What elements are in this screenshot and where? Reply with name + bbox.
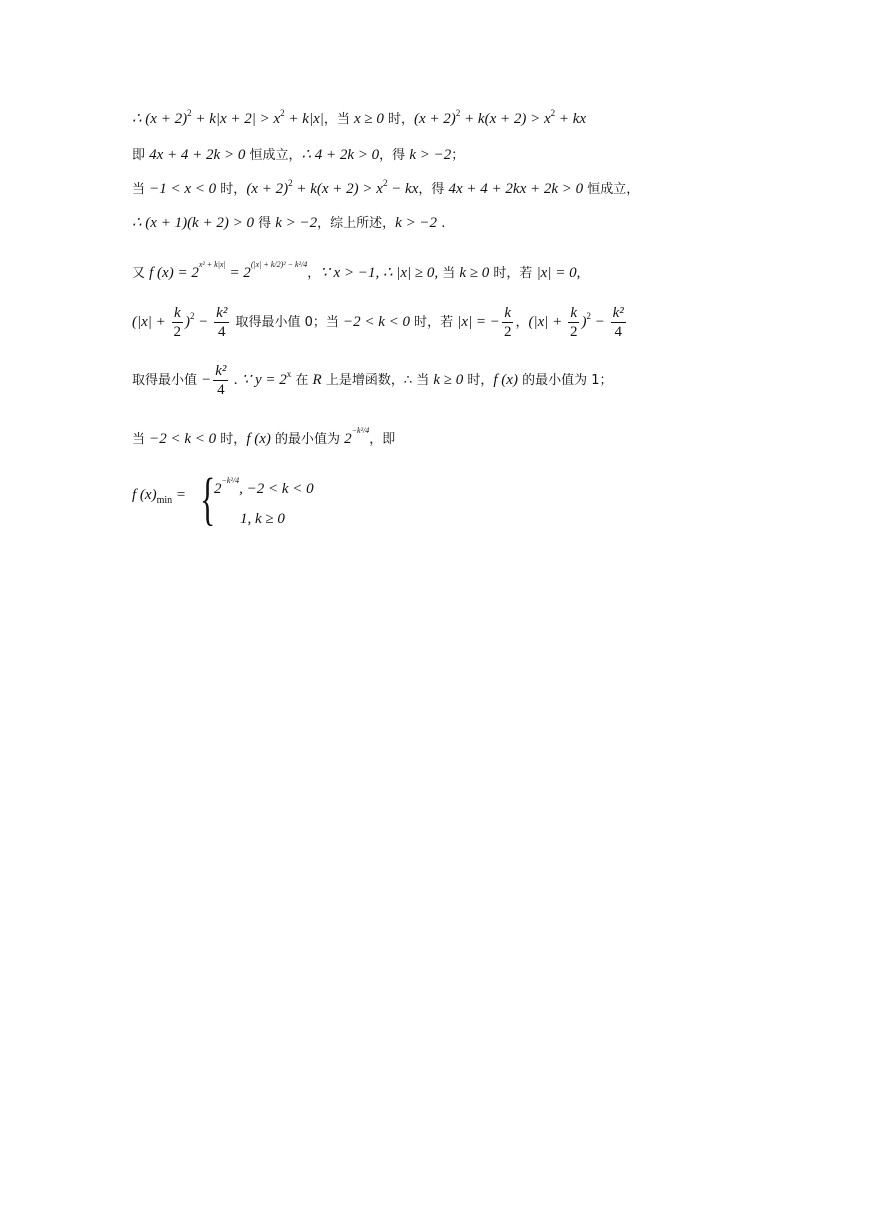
text: . — [437, 216, 446, 231]
line-5 — [132, 262, 580, 286]
denominator: 4 — [614, 324, 622, 341]
sup: 2 — [288, 178, 293, 188]
sup: 2 — [455, 108, 461, 118]
line-1 — [132, 108, 586, 131]
text: ， — [307, 266, 321, 281]
expr: (x + 2) — [414, 111, 456, 127]
expr: − — [194, 314, 213, 330]
text: 时， — [216, 432, 247, 447]
expr: k > −2 — [409, 147, 452, 163]
text: 的最小值为 1； — [517, 373, 613, 388]
expr: + k|x| — [284, 111, 324, 127]
expr: (x + 2) — [246, 181, 289, 197]
piecewise-case-2 — [240, 508, 285, 530]
expr: + k(x + 2) > x — [292, 181, 383, 197]
text: 得 — [253, 216, 276, 231]
text: 时， — [383, 112, 415, 127]
text: 当 — [132, 182, 150, 197]
expr: ∴ 4 + 2k > 0 — [301, 147, 380, 163]
text: 时，若 — [489, 266, 537, 281]
numerator: k — [568, 304, 580, 323]
expr: = — [172, 487, 187, 503]
expr: − — [201, 372, 212, 388]
expr: f (x) — [493, 372, 518, 388]
expr: −2 < k < 0 — [342, 314, 411, 330]
sup: 2 — [187, 108, 192, 118]
text: 在 — [291, 373, 313, 388]
numerator: k² — [612, 305, 624, 322]
expr: k > −2 — [275, 215, 318, 231]
line-3 — [132, 178, 639, 201]
sup: (|x| + k/2)² − k²/4 — [250, 260, 308, 269]
sup: 2 — [280, 108, 285, 118]
sup: −k²/4 — [351, 426, 370, 435]
numerator: k — [172, 304, 184, 323]
expr: + k(x + 2) > x — [460, 111, 551, 127]
line-2 — [132, 144, 464, 167]
denominator: 4 — [217, 382, 225, 399]
denominator: 2 — [569, 324, 578, 341]
text: 又 — [132, 266, 150, 281]
expr: 4x + 4 + 2kx + 2k > 0 — [448, 181, 584, 197]
expr: ) — [581, 314, 587, 330]
expr: k ≥ 0 — [459, 265, 490, 281]
expr: = 2 — [225, 265, 251, 281]
left-brace-icon: { — [200, 466, 216, 531]
expr: ∴ (x + 2) — [132, 111, 188, 127]
text: ，得 — [379, 148, 410, 163]
expr: k > −2 — [395, 215, 438, 231]
subscript: min — [156, 495, 173, 506]
text: 当 — [438, 266, 460, 281]
text: ， — [515, 315, 529, 330]
expr: |x| = − — [457, 314, 500, 330]
text: ，即 — [369, 432, 396, 447]
expr: 2 — [214, 481, 222, 497]
expr: ∴ (x + 1)(k + 2) > 0 — [132, 215, 254, 231]
expr: R — [312, 372, 322, 388]
expr: |x| = 0, — [536, 265, 581, 281]
expr: + k|x + 2| > x — [191, 111, 281, 127]
expr: k ≥ 0 — [433, 372, 464, 388]
text: 的最小值为 — [270, 432, 345, 447]
text: 恒成立， — [583, 182, 640, 197]
text: 取得最小值 — [132, 373, 202, 388]
expr: + kx — [555, 111, 587, 127]
numerator: k — [502, 304, 514, 323]
text: 即 — [132, 148, 150, 163]
text: 时， — [463, 373, 494, 388]
piecewise-lhs — [132, 484, 186, 508]
expr: − kx — [387, 181, 419, 197]
expr: f (x) — [246, 431, 271, 447]
text: ，综上所述， — [317, 216, 396, 231]
text: ； — [451, 148, 465, 163]
expr: f (x) = 2 — [149, 265, 199, 281]
sup: −k²/4 — [221, 476, 240, 485]
text: 上是增函数，∴ 当 — [321, 373, 434, 388]
text: 时，若 — [410, 315, 458, 330]
denominator: 4 — [217, 324, 226, 341]
sup: 2 — [382, 178, 388, 188]
fraction — [214, 304, 229, 341]
fraction — [611, 304, 626, 341]
fraction — [172, 304, 184, 341]
expr: ∵ x > −1, ∴ |x| ≥ 0, — [320, 265, 439, 281]
line-4 — [132, 212, 445, 235]
expr: −1 < x < 0 — [149, 181, 217, 197]
text: 取得最小值 0；当 — [231, 315, 343, 330]
expr: (|x| + — [528, 314, 566, 330]
numerator: k² — [216, 305, 228, 322]
expr: ) — [185, 314, 191, 330]
fraction — [213, 362, 228, 399]
sup: x — [286, 369, 292, 379]
line-6 — [132, 302, 628, 343]
expr: , −2 < k < 0 — [239, 481, 314, 497]
sup: 2 — [586, 311, 591, 321]
line-8 — [132, 428, 395, 452]
expr: . ∵ y = 2 — [230, 372, 287, 388]
expr: 4x + 4 + 2k > 0 — [149, 147, 246, 163]
expr: 1, k ≥ 0 — [240, 511, 285, 527]
text: ，得 — [418, 182, 449, 197]
numerator: k² — [215, 363, 227, 380]
text: ，当 — [323, 112, 354, 127]
sup: 2 — [190, 311, 195, 321]
text: 当 — [132, 432, 150, 447]
piecewise-case-1 — [214, 478, 314, 502]
fraction — [568, 304, 580, 341]
expr: f (x) — [132, 487, 157, 503]
sup: 2 — [550, 108, 556, 118]
expr: − — [590, 314, 609, 330]
expr: x ≥ 0 — [354, 111, 384, 127]
fraction — [502, 304, 514, 341]
text: 恒成立， — [245, 148, 302, 163]
expr: 2 — [344, 431, 352, 447]
denominator: 2 — [503, 324, 512, 341]
expr: −2 < k < 0 — [149, 431, 217, 447]
sup: x² + k|x| — [198, 260, 226, 269]
denominator: 2 — [173, 324, 182, 341]
line-7 — [132, 360, 613, 401]
text: 时， — [216, 182, 247, 197]
expr: (|x| + — [132, 314, 170, 330]
